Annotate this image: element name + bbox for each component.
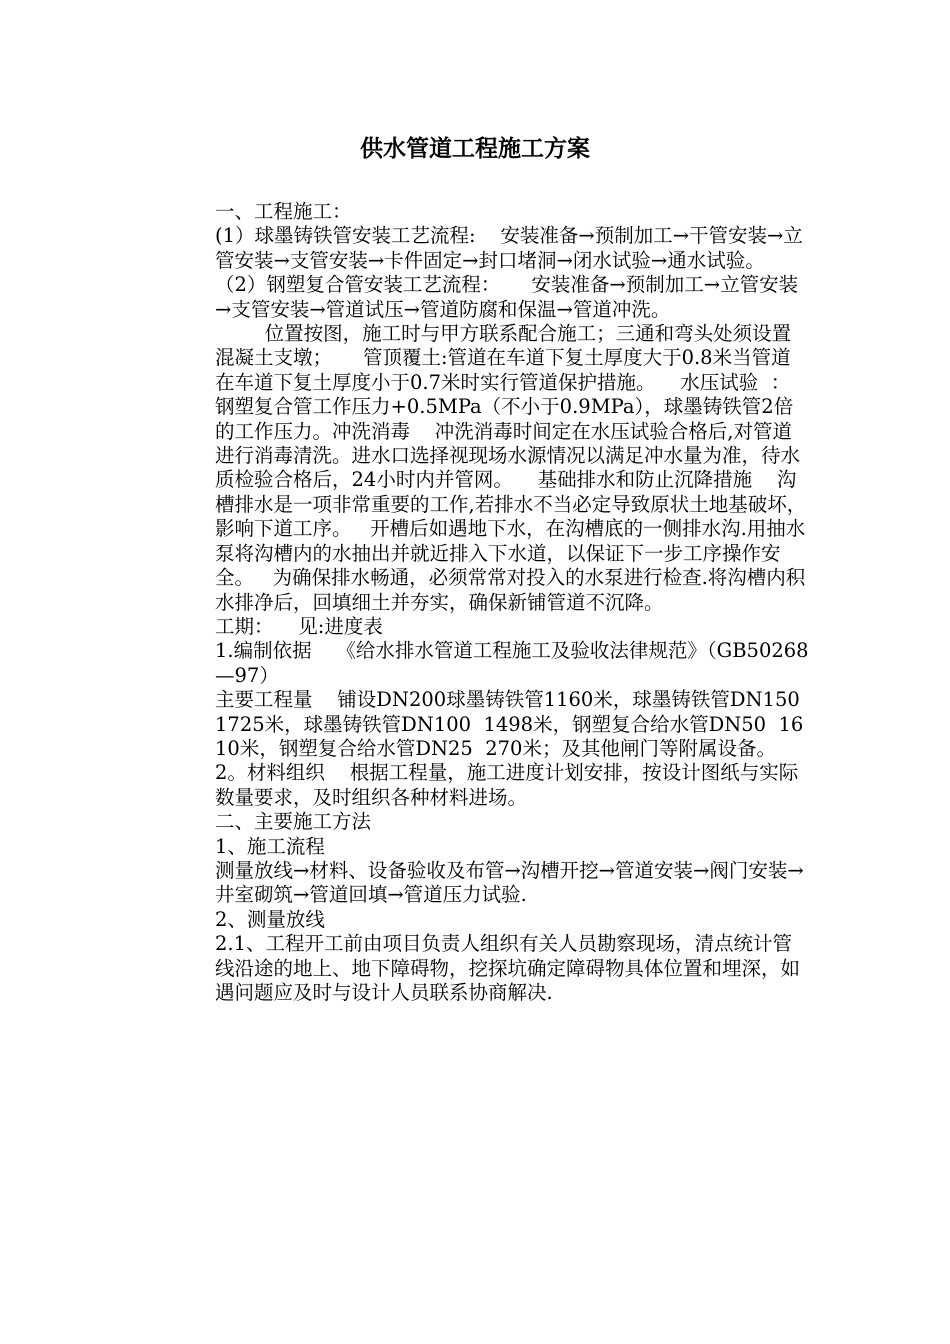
page-title: 供水管道工程施工方案 [360,135,590,162]
document-body: 一、工程施工： (1）球墨铸铁管安装工艺流程: 安装准备→预制加工→干管安装→立管安装→支管安装→卡件固定→封口堵洞→闭水试验→通水试验。 （2）钢塑复合管安装工艺流程： 安装准备→预制加工→立管安装→支管安装→管道试压→管道防腐和保温→管道冲洗。 位置按图，施工时与甲方联系配合施工；三通和弯头处须设置混凝土支墩； 管顶覆土:管道在车道下复土厚度大于0.8米当管道在车道下复土厚度小于0.7米时实行管道保护措施。 水压试验 ： 钢塑复合管工作压力+0.5MPa（不小于0.9MPa），球墨铸铁管2倍的工作压力。冲洗消毒 冲洗消毒时间定在水压试验合格后,对管道进行消毒清洗。进水口选择视现场水源情况以满足冲水量为准，待水质检验合格后，24小时内并管网。 基础排水和防止沉降措施 沟槽排水是一项非常重要的工作,若排水不当必定导致原状土地基破坏，影响下道工序。 开槽后如遇地下水，在沟槽底的一侧排水沟.用抽水泵将沟槽内的水抽出并就近排入下水道，以保证下一步工序操作安全。 为确保排水畅通，必须常常对投入的水泵进行检查.将沟槽内积水排净后，回填细土并夯实，确保新铺管道不沉降。 工期： 见:进度表 1.编制依据 《给水排水管道工程施工及验收法律规范》（GB50268—97） 主要工程量 铺设DN200球墨铸铁管1160米，球墨铸铁管DN150 1725米，球墨铸铁管DN100 1498米，钢塑复合给水管DN50 1610米，钢塑复合给水管DN25 270米；及其他闸门等附属设备。 2。材料组织 根据工程量，施工进度计划安排，按设计图纸与实际数量要求，及时组织各种材料进场。 二、主要施工方法 1、施工流程 测量放线→材料、设备验收及布管→沟槽开挖→管道安装→阀门安装→井室砌筑→管道回填→管道压力试验. 2、测量放线 2.1、工程开工前由项目负责人组织有关人员勘察现场，清点统计管线沿途的地上、地下障碍物，挖探坑确定障碍物具体位置和埋深，如遇问题应及时与设计人员联系协商解决. [215,200,809,1004]
